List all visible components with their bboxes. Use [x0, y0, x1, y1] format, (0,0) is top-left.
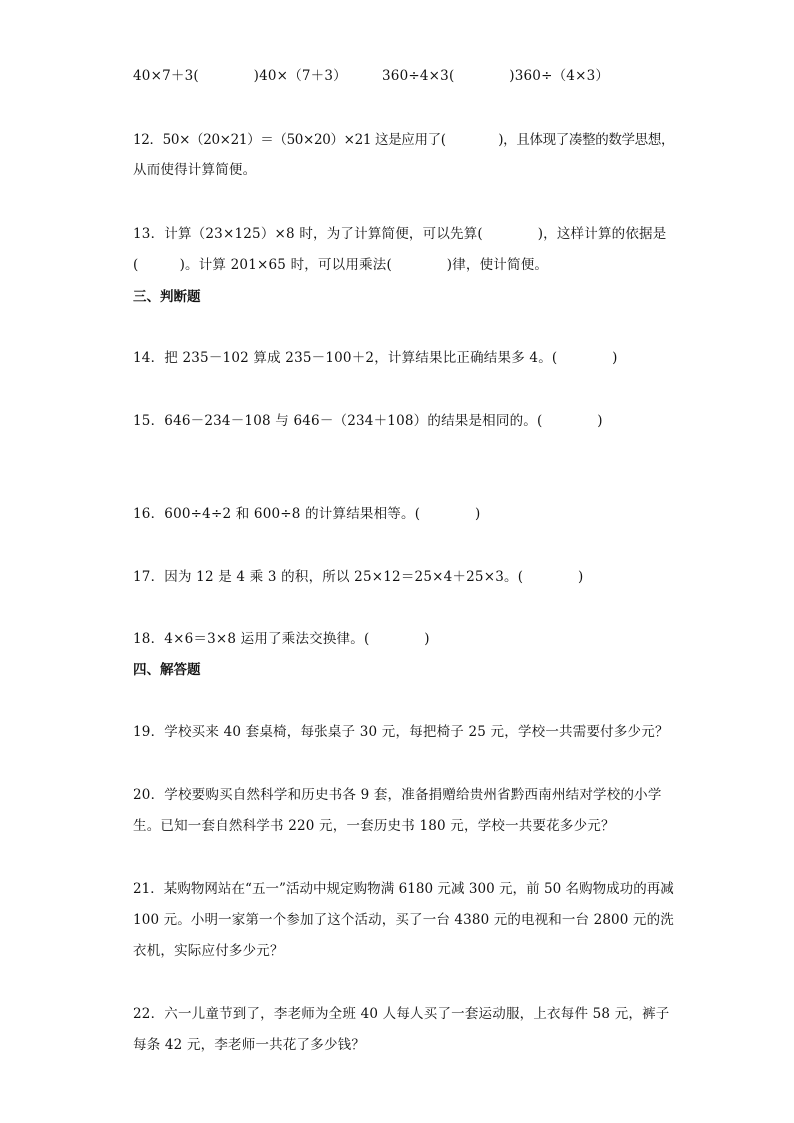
question-20-line-1: 20．学校要购买自然科学和历史书各 9 套，准备捐赠给贵州省黔西南州结对学校的小学	[133, 787, 662, 803]
question-20-line-2: 生。已知一套自然科学书 220 元，一套历史书 180 元，学校一共要花多少元？	[133, 818, 615, 834]
question-21-line-2: 100 元。小明一家第一个参加了这个活动，买了一台 4380 元的电视和一台 2800 元的洗	[133, 912, 674, 928]
question-18: 18．4×6＝3×8 运用了乘法交换律。( )	[133, 631, 430, 647]
section-heading-answer: 四、解答题	[133, 662, 201, 678]
question-22-line-1: 22．六一儿童节到了，李老师为全班 40 人每人买了一套运动服，上衣每件 58 元，裤子	[133, 1006, 670, 1022]
question-15: 15．646－234－108 与 646－（234＋108）的结果是相同的。( )	[133, 413, 603, 429]
question-21-line-1: 21．某购物网站在“五一”活动中规定购物满 6180 元减 300 元，前 50 名购物成功的再减	[133, 881, 674, 897]
question-19: 19．学校买来 40 套桌椅，每张桌子 30 元，每把椅子 25 元，学校一共需要付多少元？	[133, 724, 669, 740]
question-21-line-3: 衣机，实际应付多少元？	[133, 943, 284, 959]
question-14: 14．把 235－102 算成 235－100＋2，计算结果比正确结果多 4。( )	[133, 350, 618, 366]
question-22-line-2: 每条 42 元，李老师一共花了多少钱？	[133, 1037, 366, 1053]
section-heading-judge: 三、判断题	[133, 289, 201, 305]
compare-row	[133, 67, 693, 85]
question-17: 17．因为 12 是 4 乘 3 的积，所以 25×12＝25×4＋25×3。( )	[133, 569, 584, 585]
question-13-line-1: 13．计算（23×125）×8 时，为了计算简便，可以先算( )，这样计算的依据是	[133, 226, 667, 242]
compare-expression-right: 360÷4×3( )360÷（4×3）	[382, 68, 610, 84]
question-12-line-1: 12．50×（20×21）＝（50×20）×21 这是应用了( )，且体现了凑整的数学思想，	[133, 132, 675, 148]
question-13-line-2: ( )。计算 201×65 时，可以用乘法( )律，使计简便。	[133, 257, 549, 273]
question-16: 16．600÷4÷2 和 600÷8 的计算结果相等。( )	[133, 506, 481, 522]
question-12-line-2: 从而使得计算简便。	[133, 162, 257, 178]
compare-expression-left: 40×7＋3( )40×（7＋3）	[133, 68, 347, 84]
